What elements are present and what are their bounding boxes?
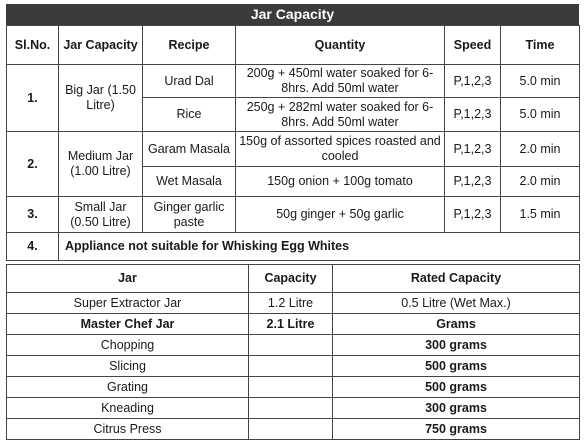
- row-recipe: Rice: [143, 98, 236, 132]
- table-row: [7, 377, 580, 398]
- page-title: Jar Capacity: [6, 4, 579, 25]
- row-capacity: 2.1 Litre: [249, 314, 333, 335]
- table-header-row: [7, 26, 580, 65]
- row-capacity: 1.2 Litre: [249, 293, 333, 314]
- row-quantity: 200g + 450ml water soaked for 6-8hrs. Add 50ml water: [236, 65, 445, 98]
- row-speed: P,1,2,3: [445, 132, 501, 167]
- table-row: [7, 314, 580, 335]
- row-quantity: 150g onion + 100g tomato: [236, 167, 445, 197]
- row-jar: Super Extractor Jar: [7, 293, 249, 314]
- row-jar: Big Jar (1.50 Litre): [59, 65, 143, 132]
- row-rated: 300 grams: [333, 335, 580, 356]
- row-time: 2.0 min: [501, 167, 580, 197]
- row-speed: P,1,2,3: [445, 98, 501, 132]
- row-recipe: Ginger garlic paste: [143, 197, 236, 233]
- row-quantity: 250g + 282ml water soaked for 6-8hrs. Add 50ml water: [236, 98, 445, 132]
- row-recipe: Urad Dal: [143, 65, 236, 98]
- row-speed: P,1,2,3: [445, 65, 501, 98]
- table-row: [7, 233, 580, 261]
- row-rated: 500 grams: [333, 356, 580, 377]
- row-capacity: [249, 335, 333, 356]
- table-row: [7, 398, 580, 419]
- row-capacity: [249, 356, 333, 377]
- row-capacity: [249, 398, 333, 419]
- header-speed: Speed: [445, 26, 501, 65]
- row-capacity: [249, 377, 333, 398]
- table-row: [7, 335, 580, 356]
- table-row: [7, 197, 580, 233]
- table-header-row: [7, 265, 580, 293]
- header-sl-no: Sl.No.: [7, 26, 59, 65]
- row-rated: Grams: [333, 314, 580, 335]
- row-quantity: 50g ginger + 50g garlic: [236, 197, 445, 233]
- row-rated: 500 grams: [333, 377, 580, 398]
- table-row: [7, 132, 580, 167]
- rated-capacity-table: [6, 264, 580, 440]
- row-rated: 0.5 Litre (Wet Max.): [333, 293, 580, 314]
- row-sl-no: 3.: [7, 197, 59, 233]
- row-speed: P,1,2,3: [445, 197, 501, 233]
- row-sl-no: 1.: [7, 65, 59, 132]
- row-sl-no: 2.: [7, 132, 59, 197]
- header-time: Time: [501, 26, 580, 65]
- row-quantity: 150g of assorted spices roasted and cooled: [236, 132, 445, 167]
- header-jar: Jar: [7, 265, 249, 293]
- row-jar: Kneading: [7, 398, 249, 419]
- row-rated: 750 grams: [333, 419, 580, 440]
- row-jar: Slicing: [7, 356, 249, 377]
- row-capacity: [249, 419, 333, 440]
- row-rated: 300 grams: [333, 398, 580, 419]
- row-jar: Grating: [7, 377, 249, 398]
- row-time: 5.0 min: [501, 98, 580, 132]
- row-recipe: Wet Masala: [143, 167, 236, 197]
- header-rated-capacity: Rated Capacity: [333, 265, 580, 293]
- appliance-note: Appliance not suitable for Whisking Egg Whites: [59, 233, 580, 261]
- header-quantity: Quantity: [236, 26, 445, 65]
- table-row: [7, 419, 580, 440]
- row-time: 2.0 min: [501, 132, 580, 167]
- header-recipe: Recipe: [143, 26, 236, 65]
- row-time: 1.5 min: [501, 197, 580, 233]
- row-jar: Chopping: [7, 335, 249, 356]
- row-jar: Citrus Press: [7, 419, 249, 440]
- row-jar: Master Chef Jar: [7, 314, 249, 335]
- row-sl-no: 4.: [7, 233, 59, 261]
- row-jar: Medium Jar (1.00 Litre): [59, 132, 143, 197]
- row-recipe: Garam Masala: [143, 132, 236, 167]
- row-speed: P,1,2,3: [445, 167, 501, 197]
- table-row: [7, 65, 580, 98]
- header-capacity: Capacity: [249, 265, 333, 293]
- table-row: [7, 356, 580, 377]
- table-row: [7, 293, 580, 314]
- row-jar: Small Jar (0.50 Litre): [59, 197, 143, 233]
- header-jar-capacity: Jar Capacity: [59, 26, 143, 65]
- row-time: 5.0 min: [501, 65, 580, 98]
- jar-recipe-table: [6, 25, 580, 261]
